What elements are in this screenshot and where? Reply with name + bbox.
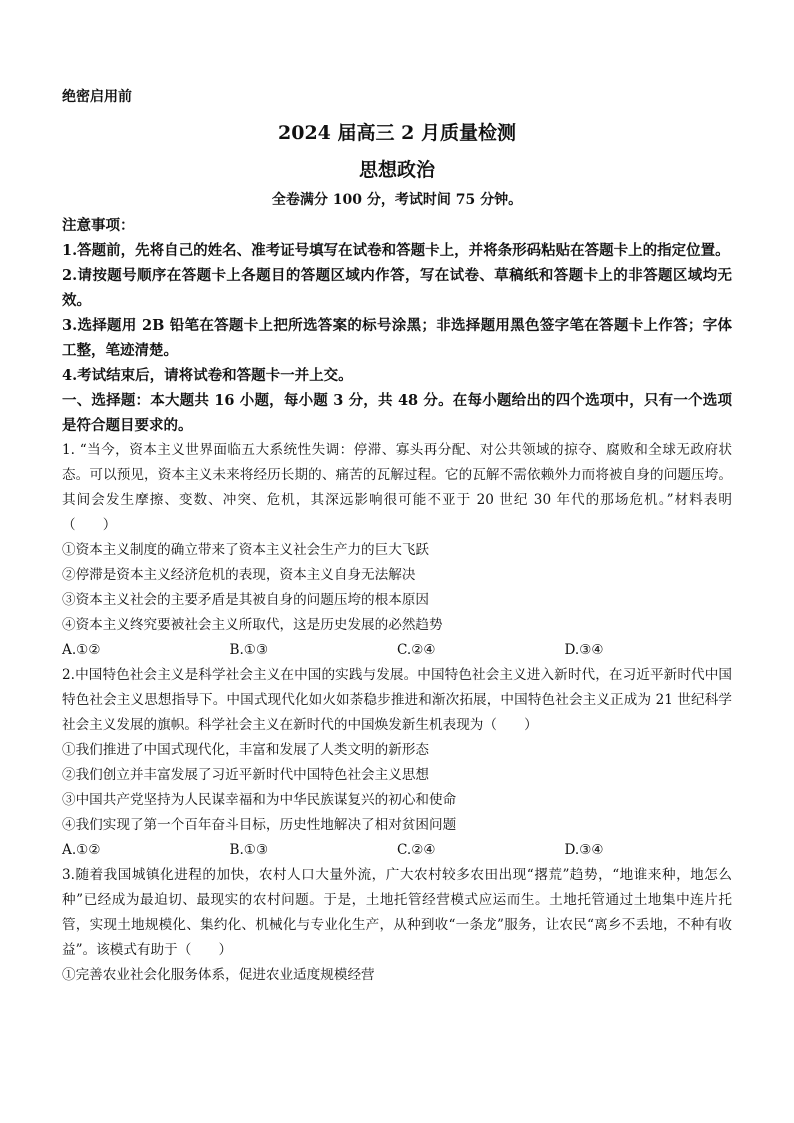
- subject-title: 思想政治: [358, 159, 435, 181]
- question-stem: 2.中国特色社会主义是科学社会主义在中国的实践与发展。中国特色社会主义进入新时代，在习近平新时代中国特色社会主义思想指导下。中国式现代化如火如荼稳步推进和渐次拓展，中国特色社会主义正成为 21 世纪科学社会主义发展的旗帜。科学社会主义在新时代的中国焕发新生机表现为（ ）: [62, 667, 732, 733]
- statement: ③资本主义社会的主要矛盾是其被自身的问题压垮的根本原因: [62, 592, 430, 608]
- answer-options: [62, 638, 732, 663]
- section-heading: 一、选择题：本大题共 16 小题，每小题 3 分，共 48 分。在每小题给出的四个选项中，只有一个选项是符合题目要求的。: [62, 392, 732, 434]
- statement: ①我们推进了中国式现代化，丰富和发展了人类文明的新形态: [62, 742, 430, 758]
- statement: ④资本主义终究要被社会主义所取代，这是历史发展的必然趋势: [62, 617, 443, 633]
- notes-heading: 注意事项：: [62, 217, 135, 234]
- option-c: C.②④: [397, 642, 436, 658]
- statement: ①资本主义制度的确立带来了资本主义社会生产力的巨大飞跃: [62, 542, 430, 558]
- note-item: 1.答题前，先将自己的姓名、准考证号填写在试卷和答题卡上，并将条形码粘贴在答题卡上的指定位置。: [62, 242, 730, 259]
- note-item: 2.请按题号顺序在答题卡上各题目的答题区域内作答，写在试卷、草稿纸和答题卡上的非答题区域均无效。: [62, 267, 732, 309]
- notes-block: [62, 213, 732, 438]
- question-stem: 3.随着我国城镇化进程的加快，农村人口大量外流，广大农村较多农田出现“撂荒”趋势，“地谁来种，地怎么种”已经成为最迫切、最现实的农村问题。于是，土地托管经营模式应运而生。土地托管通过土地集中连片托管，实现土地规模化、集约化、机械化与专业化生产，从种到收“一条龙”服务，让农民“离乡不丢地，不种有收益”。该模式有助于（ ）: [62, 867, 732, 958]
- statement: ①完善农业社会化服务体系，促进农业适度规模经营: [62, 967, 375, 983]
- note-item: 3.选择题用 2B 铅笔在答题卡上把所选答案的标号涂黑；非选择题用黑色签字笔在答题卡上作答；字体工整，笔迹清楚。: [62, 317, 732, 359]
- confidential-label: 绝密启用前: [62, 89, 132, 105]
- option-d: D.③④: [564, 642, 604, 658]
- statement: ②我们创立并丰富发展了习近平新时代中国特色社会主义思想: [62, 767, 430, 783]
- exam-page: [62, 86, 732, 988]
- statement: ③中国共产党坚持为人民谋幸福和为中华民族谋复兴的初心和使命: [62, 792, 457, 808]
- question-2: [62, 663, 732, 863]
- exam-meta: 全卷满分 100 分，考试时间 75 分钟。: [271, 192, 523, 208]
- option-d: D.③④: [564, 842, 604, 858]
- option-a: A.①②: [62, 842, 101, 858]
- option-c: C.②④: [397, 842, 436, 858]
- exam-title: 2024 届高三 2 月质量检测: [278, 122, 516, 144]
- statement: ④我们实现了第一个百年奋斗目标，历史性地解决了相对贫困问题: [62, 817, 457, 833]
- note-item: 4.考试结束后，请将试卷和答题卡一并上交。: [62, 367, 353, 384]
- option-b: B.①③: [229, 642, 269, 658]
- question-stem: 1. “当今，资本主义世界面临五大系统性失调：停滞、寡头再分配、对公共领域的掠夺、腐败和全球无政府状态。可以预见，资本主义未来将经历长期的、痛苦的瓦解过程。它的瓦解不需依赖外力而将被自身的问题压垮。其间会发生摩擦、变数、冲突、危机，其深远影响很可能不亚于 20 世纪 30 年代的那场危机。”材料表明（ ）: [62, 442, 732, 533]
- option-b: B.①③: [229, 842, 269, 858]
- option-a: A.①②: [62, 642, 101, 658]
- question-3: [62, 863, 732, 988]
- statement: ②停滞是资本主义经济危机的表现，资本主义自身无法解决: [62, 567, 416, 583]
- question-1: [62, 438, 732, 663]
- answer-options: [62, 838, 732, 863]
